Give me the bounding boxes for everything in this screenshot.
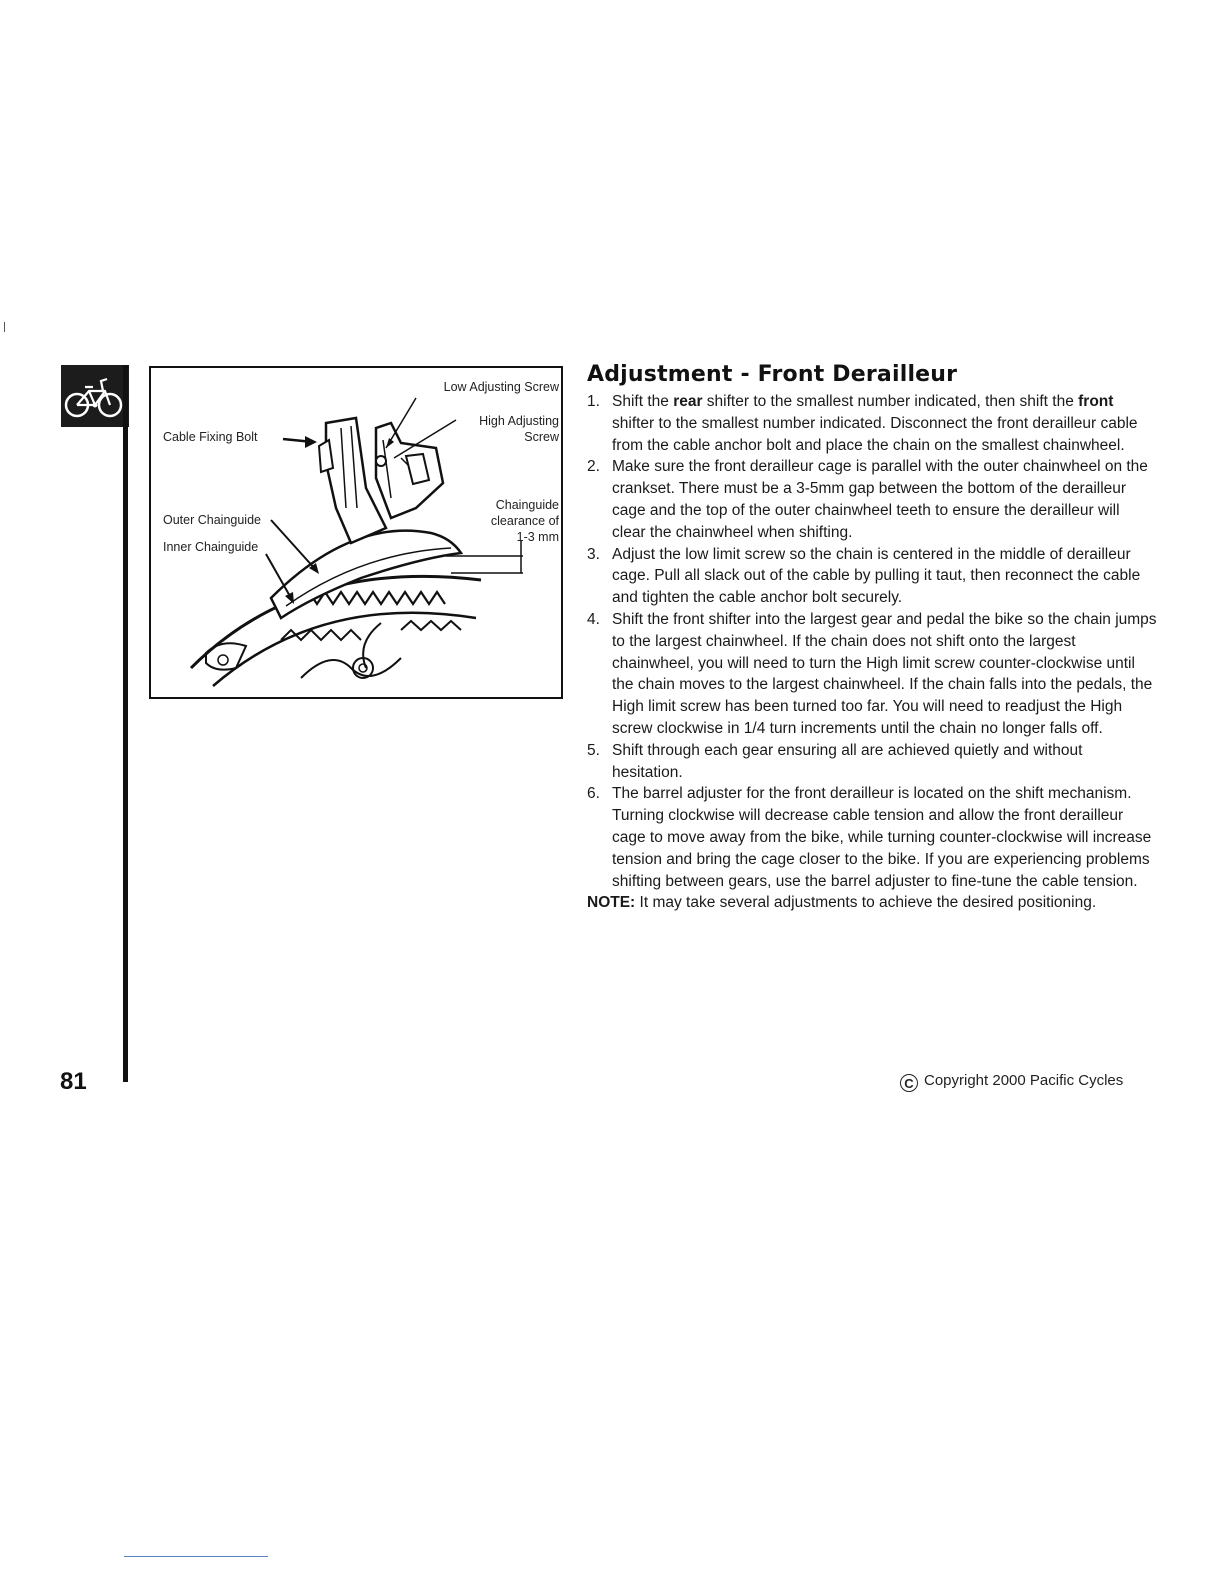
low-adjusting-screw-label: Low Adjusting Screw <box>443 380 559 394</box>
section-title: Adjustment - Front Derailleur <box>587 362 958 387</box>
step-item <box>587 783 1157 892</box>
page-number: 81 <box>60 1068 87 1095</box>
step-item <box>587 391 1157 456</box>
footnote-rule <box>124 1556 268 1557</box>
chainguide-clearance-label-line1: Chainguide <box>495 498 559 512</box>
step-text: Make sure the front derailleur cage is parallel with the outer chainwheel on the crankset. There must be a 3-5mm gap between the bottom of the derailleur cage and the top of the outer chainwheel teeth to ensure the derailleur will clear the chainwheel when shifting. <box>612 458 1148 541</box>
copyright-text: Copyright 2000 Pacific Cycles <box>924 1072 1124 1089</box>
chainguide-clearance-label-line2: clearance of <box>490 514 559 528</box>
bicycle-tab <box>61 365 129 427</box>
cable-fixing-bolt-label: Cable Fixing Bolt <box>163 430 258 444</box>
copyright-icon: C <box>900 1074 918 1092</box>
note <box>587 892 1157 914</box>
outer-chainguide-label: Outer Chainguide <box>163 513 261 527</box>
derailleur-figure <box>149 366 563 699</box>
high-adjusting-screw-label-line2: Screw <box>524 430 559 444</box>
step-number: 5. <box>587 741 600 759</box>
chainguide-clearance-label-line3: 1-3 mm <box>516 530 559 544</box>
scan-edge-mark <box>4 322 5 332</box>
bicycle-icon <box>61 365 129 427</box>
page-spine-rule <box>123 365 128 1082</box>
step-text: The barrel adjuster for the front derailleur is located on the shift mechanism. Turning clockwise will decrease cable tension and allow the front derailleur cage to move away from the bike, while turning counter-clockwise will increase tension and bring the cage closer to the bike. If you are experiencing problems shifting between gears, use the barrel adjuster to fine-tune the cable tension. <box>612 785 1152 890</box>
step-text: Shift the rear shifter to the smallest number indicated, then shift the front shifter to the smallest number indicated. Disconnect the front derailleur cable from the cable anchor bolt and place the chain on the smallest chainwheel. <box>612 393 1138 454</box>
step-number: 1. <box>587 393 600 410</box>
step-number: 4. <box>587 610 600 628</box>
inner-chainguide-label: Inner Chainguide <box>163 540 259 554</box>
step-item <box>587 544 1157 609</box>
step-item <box>587 609 1157 740</box>
step-number: 6. <box>587 785 600 803</box>
step-text: Adjust the low limit screw so the chain is centered in the middle of derailleur cage. Pull all slack out of the cable by pulling it taut, then reconnect the cable and tighten the cable anchor bolt securely. <box>612 545 1141 607</box>
steps-list <box>587 391 1157 892</box>
step-text: Shift the front shifter into the largest gear and pedal the bike so the chain jumps to the largest chainwheel. If the chain does not shift onto the largest chainwheel, you will need to turn the High limit screw counter-clockwise until the chain moves to the largest chainwheel. If the chain falls into the pedals, the High limit screw has been turned too far. You will need to readjust the High screw clockwise in 1/4 turn increments until the chain no longer falls off. <box>612 610 1157 737</box>
step-number: 3. <box>587 545 600 563</box>
step-number: 2. <box>587 458 600 476</box>
note-label: NOTE: <box>587 894 636 912</box>
instructions-section <box>587 362 1157 914</box>
copyright-notice <box>900 1072 1123 1092</box>
step-item <box>587 456 1157 543</box>
step-item <box>587 740 1157 784</box>
high-adjusting-screw-label-line1: High Adjusting <box>479 414 559 428</box>
note-text: It may take several adjustments to achieve the desired positioning. <box>635 894 1097 912</box>
step-text: Shift through each gear ensuring all are achieved quietly and without hesitation. <box>612 741 1083 781</box>
